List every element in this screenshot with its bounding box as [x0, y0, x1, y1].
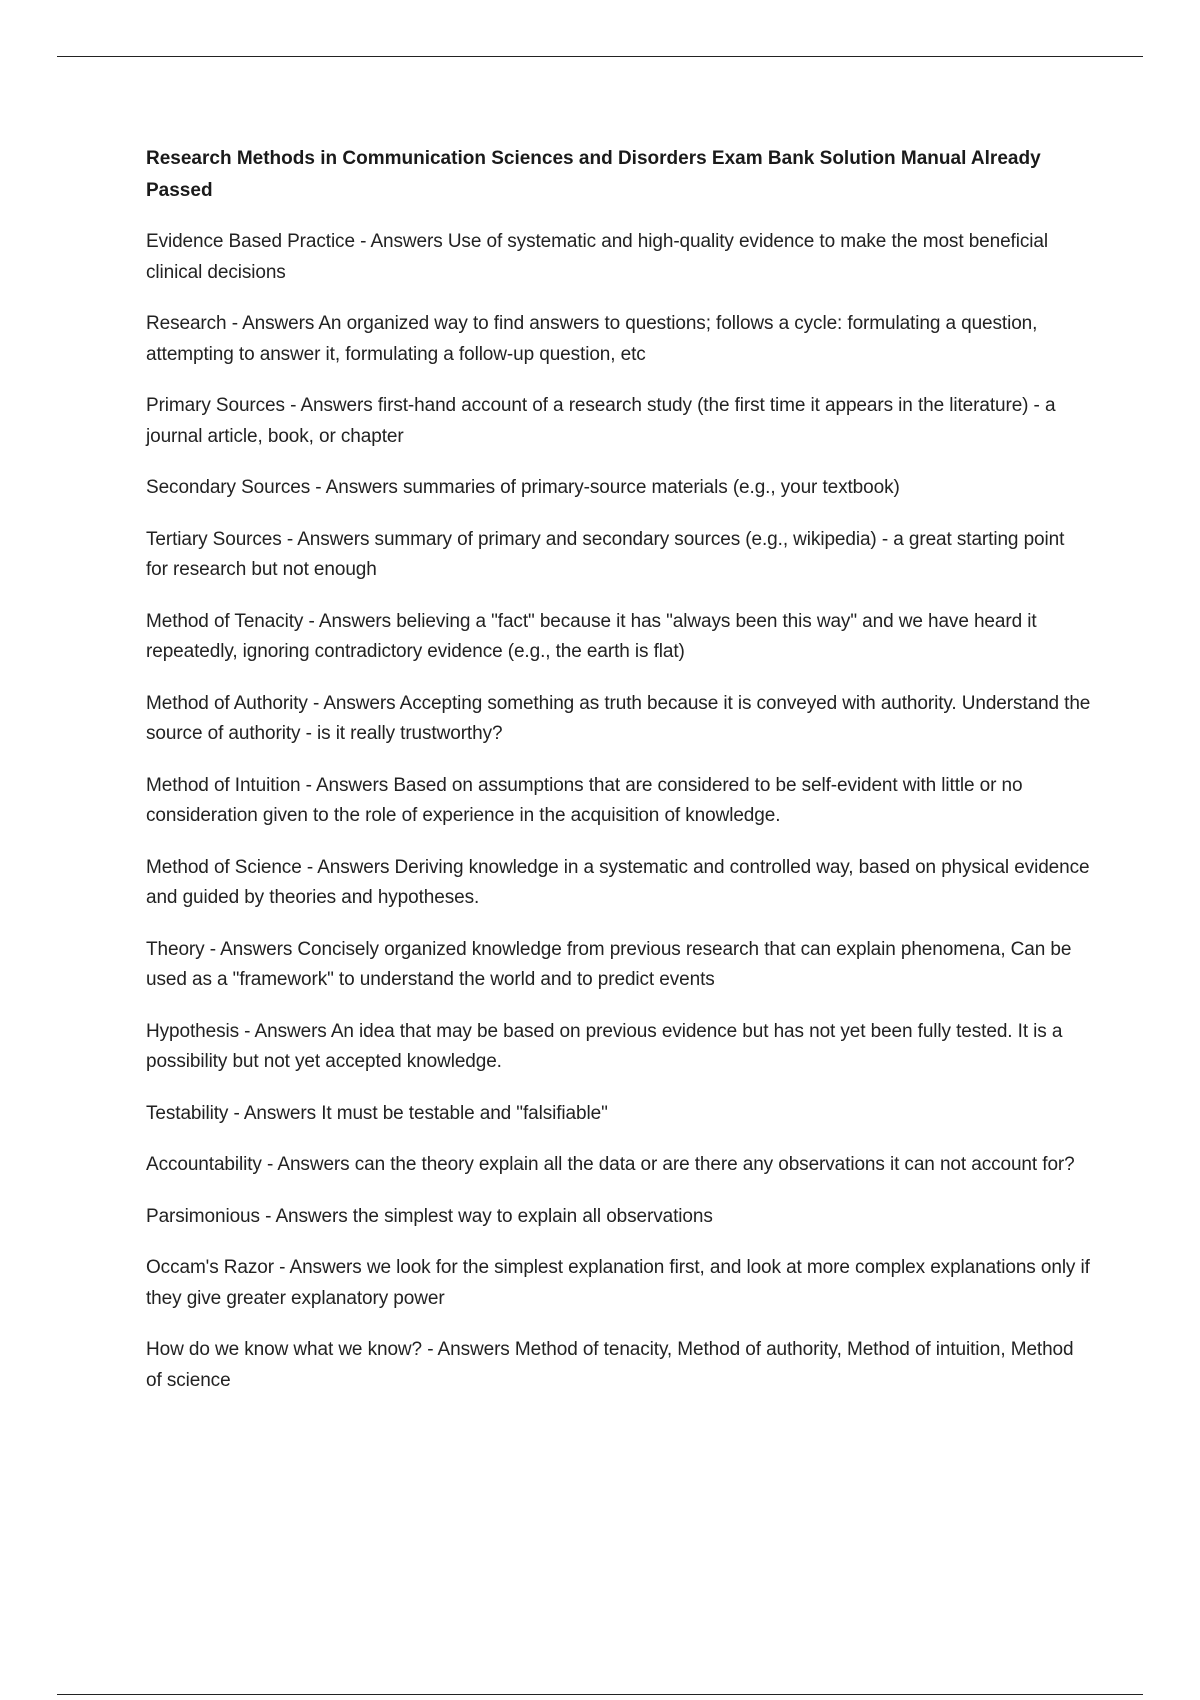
entry-answer: summaries of primary-source materials (e.g., your textbook) [403, 477, 900, 498]
entry-answer: can the theory explain all the data or are there any observations it can not account for? [354, 1154, 1075, 1175]
entry-separator: - Answers [284, 395, 378, 416]
entry-term: Theory [146, 938, 205, 960]
entry-answer: the simplest way to explain all observations [352, 1205, 713, 1227]
qa-entry [146, 391, 1091, 452]
entry-term: Parsimonious [146, 1205, 260, 1227]
document-title: Research Methods in Communication Sciences and Disorders Exam Bank Solution Manual Already Passed [146, 148, 1041, 201]
entry-answer: Use of systematic and high-quality evidence to make the most beneficial clinical decisions [146, 231, 1048, 283]
entry-term: Testability [146, 1102, 229, 1124]
entry-answer: Based on assumptions that are considered to be self-evident with little or no consideration given to the role of experience in the acquisition of knowledge. [146, 774, 1023, 826]
entry-answer: Accepting something as truth because it is conveyed with authority. Understand the source of authority - is it really trustworthy? [146, 692, 1091, 744]
qa-entry [146, 1017, 1091, 1078]
entry-separator: - Answers [303, 610, 397, 632]
qa-entry [146, 1253, 1091, 1314]
entry-term: Method of Authority [146, 692, 308, 714]
entry-separator: - Answers [307, 692, 400, 714]
entry-separator: - Answers [239, 1020, 331, 1042]
entry-separator: - Answers [273, 1257, 367, 1278]
entry-answer: It must be testable and "falsifiable" [321, 1102, 608, 1124]
qa-entry [146, 1150, 1091, 1181]
qa-entry [146, 525, 1091, 586]
bottom-divider [57, 1694, 1143, 1695]
entry-term: Primary Sources [146, 395, 285, 416]
entry-answer: first-hand account of a research study (the first time it appears in the literature) - a journal article, book, or chapter [146, 395, 1056, 447]
entry-answer: we look for the simplest explanation first, and look at more complex explanations only if they give greater explanatory power [146, 1257, 1090, 1309]
entry-separator: - Answers [281, 528, 375, 550]
entry-separator: - Answers [422, 1339, 515, 1360]
entry-answer: An idea that may be based on previous evidence but has not yet been fully tested. It is a possibility but not yet accepted knowledge. [146, 1020, 1063, 1072]
qa-entry [146, 1202, 1091, 1233]
entry-separator: - Answers [301, 856, 395, 878]
qa-entry [146, 1099, 1091, 1130]
entry-term: Method of Science [146, 856, 302, 878]
qa-entry [146, 771, 1091, 832]
entry-answer: Deriving knowledge in a systematic and controlled way, based on physical evidence and guided by theories and hypotheses. [146, 856, 1090, 908]
entry-separator: - Answers [261, 1154, 355, 1175]
entry-separator: - Answers [354, 231, 448, 252]
entry-term: Tertiary Sources [146, 528, 282, 550]
qa-entry [146, 853, 1091, 914]
top-divider [57, 56, 1143, 57]
document-body [146, 143, 1091, 1417]
entry-answer: believing a "fact" because it has "always been this way" and we have heard it repeatedly, ignoring contradictory evidence (e.g., the earth is flat) [146, 610, 1037, 662]
entry-term: Accountability [146, 1154, 262, 1175]
entry-term: Research [146, 313, 227, 334]
entry-separator: - Answers [226, 313, 319, 334]
entry-answer: Method of tenacity, Method of authority, Method of intuition, Method of science [146, 1339, 1074, 1391]
entry-term: Occam's Razor [146, 1257, 274, 1278]
qa-entry [146, 473, 1091, 504]
qa-entry [146, 607, 1091, 668]
entry-term: Secondary Sources [146, 477, 311, 498]
qa-entry [146, 935, 1091, 996]
qa-entry [146, 309, 1091, 370]
entry-term: Evidence Based Practice [146, 231, 355, 252]
entry-answer: summary of primary and secondary sources (e.g., wikipedia) - a great starting point for research but not enough [146, 528, 1065, 580]
qa-entry [146, 1335, 1091, 1396]
qa-entry [146, 689, 1091, 750]
qa-list [146, 227, 1091, 1396]
entry-separator: - Answers [259, 1205, 353, 1227]
entry-separator: - Answers [300, 774, 394, 796]
entry-term: Method of Intuition [146, 774, 301, 796]
entry-term: Method of Tenacity [146, 610, 304, 632]
entry-separator: - Answers [310, 477, 403, 498]
entry-term: How do we know what we know? [146, 1339, 423, 1360]
qa-entry [146, 227, 1091, 288]
entry-answer: An organized way to find answers to questions; follows a cycle: formulating a question, attempting to answer it, formulating a follow-up question, etc [146, 313, 1038, 365]
entry-separator: - Answers [204, 938, 298, 960]
entry-answer: Concisely organized knowledge from previous research that can explain phenomena, Can be used as a "framework" to understand the world and to predict events [146, 938, 1072, 990]
entry-term: Hypothesis [146, 1020, 239, 1042]
entry-separator: - Answers [228, 1102, 322, 1124]
